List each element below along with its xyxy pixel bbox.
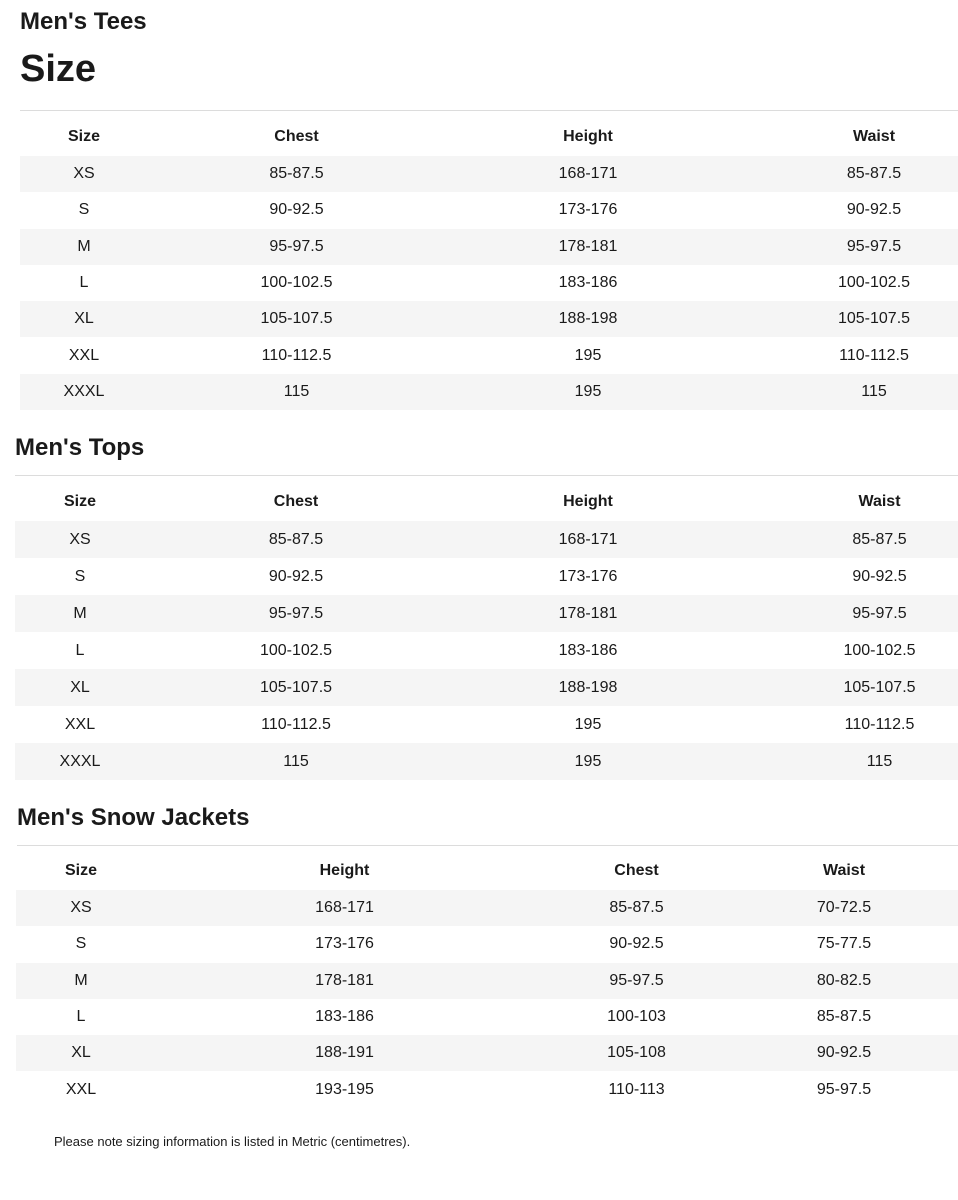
measurement-cell: 105-107.5 bbox=[145, 669, 447, 706]
measurement-cell: 70-72.5 bbox=[730, 890, 958, 926]
size-label-cell: XXL bbox=[64, 715, 96, 733]
jackets-title: Men's Snow Jackets bbox=[17, 804, 250, 831]
column-header: Waist bbox=[858, 493, 901, 510]
size-label-cell: XXL bbox=[65, 1080, 97, 1098]
table-row bbox=[15, 669, 958, 706]
size-label-cell: L bbox=[75, 641, 85, 659]
measurement-cell: 105-107.5 bbox=[729, 669, 958, 706]
table-row bbox=[15, 521, 958, 558]
size-label-cell: XXL bbox=[68, 346, 100, 364]
table-row bbox=[15, 632, 958, 669]
table-row bbox=[15, 595, 958, 632]
table-row bbox=[20, 337, 958, 373]
measurement-cell: 105-107.5 bbox=[148, 301, 445, 337]
measurement-cell: 110-112.5 bbox=[261, 346, 332, 364]
measurement-cell: 168-171 bbox=[447, 521, 729, 558]
size-label-cell: XXXL bbox=[20, 374, 148, 410]
table-row bbox=[20, 265, 958, 301]
measurement-cell: 178-181 bbox=[146, 963, 543, 999]
size-label-cell: XL bbox=[16, 1035, 146, 1071]
size-label-cell: M bbox=[15, 595, 145, 632]
measurement-cell: 183-186 bbox=[558, 641, 618, 659]
measurement-cell: 90-92.5 bbox=[730, 1035, 958, 1071]
table-row bbox=[16, 1035, 958, 1071]
jackets-size-table bbox=[16, 852, 958, 1108]
measurement-cell: 95-97.5 bbox=[145, 595, 447, 632]
table-row bbox=[15, 558, 958, 595]
measurement-cell: 178-181 bbox=[447, 595, 729, 632]
measurement-cell: 95-97.5 bbox=[148, 229, 445, 265]
measurement-cell: 85-87.5 bbox=[148, 156, 445, 192]
measurement-cell: 105-108 bbox=[543, 1035, 730, 1071]
column-header: Waist bbox=[822, 862, 866, 879]
measurement-cell: 95-97.5 bbox=[729, 595, 958, 632]
table-row bbox=[20, 374, 958, 410]
tees-category-title: Men's Tees bbox=[20, 8, 147, 35]
measurement-cell: 168-171 bbox=[146, 890, 543, 926]
metric-note: Please note sizing information is listed in Metric (centimetres). bbox=[54, 1134, 411, 1149]
measurement-cell: 115 bbox=[731, 374, 958, 410]
measurement-cell: 115 bbox=[145, 743, 447, 780]
measurement-cell: 90-92.5 bbox=[609, 935, 664, 953]
jackets-divider bbox=[17, 845, 958, 846]
measurement-cell: 85-87.5 bbox=[731, 156, 958, 192]
measurement-cell: 188-198 bbox=[445, 301, 731, 337]
measurement-cell: 195 bbox=[574, 346, 602, 364]
column-header: Chest bbox=[614, 862, 659, 879]
tees-size-heading: Size bbox=[20, 48, 97, 90]
measurement-cell: 183-186 bbox=[558, 274, 618, 292]
column-header: Height bbox=[563, 128, 613, 145]
measurement-cell: 75-77.5 bbox=[816, 935, 872, 953]
size-label-cell: S bbox=[75, 935, 87, 953]
column-header: Size bbox=[63, 493, 96, 510]
size-label-cell: XS bbox=[15, 521, 145, 558]
measurement-cell: 110-112.5 bbox=[844, 715, 915, 733]
table-row bbox=[20, 301, 958, 337]
measurement-cell: 85-87.5 bbox=[543, 890, 730, 926]
table-header-row bbox=[15, 483, 958, 521]
measurement-cell: 85-87.5 bbox=[729, 521, 958, 558]
column-header: Chest bbox=[274, 128, 319, 145]
size-label-cell: M bbox=[16, 963, 146, 999]
table-row bbox=[20, 156, 958, 192]
table-row bbox=[15, 743, 958, 780]
measurement-cell: 195 bbox=[445, 374, 731, 410]
table-row bbox=[16, 999, 958, 1035]
measurement-cell: 110-113 bbox=[608, 1080, 665, 1098]
table-row bbox=[20, 229, 958, 265]
column-header: Chest bbox=[273, 493, 319, 510]
size-label-cell: L bbox=[79, 274, 89, 292]
size-label-cell: M bbox=[20, 229, 148, 265]
size-label-cell: XL bbox=[15, 669, 145, 706]
column-header: Size bbox=[67, 128, 100, 145]
measurement-cell: 110-112.5 bbox=[261, 715, 331, 733]
measurement-cell: 193-195 bbox=[315, 1080, 374, 1098]
measurement-cell: 100-102.5 bbox=[837, 274, 911, 292]
measurement-cell: 90-92.5 bbox=[268, 567, 324, 585]
measurement-cell: 95-97.5 bbox=[731, 229, 958, 265]
measurement-cell: 173-176 bbox=[315, 935, 374, 953]
measurement-cell: 100-102.5 bbox=[260, 274, 333, 292]
measurement-cell: 105-107.5 bbox=[731, 301, 958, 337]
measurement-cell: 173-176 bbox=[558, 201, 618, 219]
measurement-cell: 80-82.5 bbox=[730, 963, 958, 999]
table-row bbox=[15, 706, 958, 743]
tops-title: Men's Tops bbox=[15, 434, 145, 461]
measurement-cell: 188-191 bbox=[146, 1035, 543, 1071]
size-label-cell: XL bbox=[20, 301, 148, 337]
measurement-cell: 100-102.5 bbox=[259, 641, 333, 659]
column-header: Waist bbox=[852, 128, 896, 145]
table-row bbox=[16, 963, 958, 999]
tees-divider bbox=[20, 110, 958, 111]
column-header: Height bbox=[563, 493, 613, 510]
tees-size-table bbox=[20, 118, 958, 410]
measurement-cell: 90-92.5 bbox=[852, 567, 907, 585]
size-label-cell: S bbox=[78, 201, 90, 219]
measurement-cell: 90-92.5 bbox=[269, 201, 324, 219]
table-row bbox=[16, 890, 958, 926]
table-row bbox=[20, 192, 958, 228]
measurement-cell: 90-92.5 bbox=[846, 201, 902, 219]
measurement-cell: 115 bbox=[729, 743, 958, 780]
size-label-cell: XS bbox=[20, 156, 148, 192]
table-header-row bbox=[16, 852, 958, 890]
size-label-cell: S bbox=[74, 567, 86, 585]
measurement-cell: 168-171 bbox=[445, 156, 731, 192]
measurement-cell: 195 bbox=[574, 715, 602, 733]
tops-divider bbox=[15, 475, 958, 476]
tops-size-table bbox=[15, 483, 958, 780]
measurement-cell: 178-181 bbox=[445, 229, 731, 265]
table-row bbox=[16, 926, 958, 962]
measurement-cell: 100-102.5 bbox=[843, 641, 916, 659]
size-label-cell: XXXL bbox=[15, 743, 145, 780]
table-header-row bbox=[20, 118, 958, 156]
measurement-cell: 195 bbox=[447, 743, 729, 780]
measurement-cell: 100-103 bbox=[607, 1008, 666, 1026]
table-row bbox=[16, 1071, 958, 1107]
size-label-cell: XS bbox=[16, 890, 146, 926]
measurement-cell: 188-198 bbox=[447, 669, 729, 706]
measurement-cell: 95-97.5 bbox=[816, 1080, 872, 1098]
measurement-cell: 85-87.5 bbox=[816, 1008, 872, 1026]
measurement-cell: 110-112.5 bbox=[839, 346, 909, 364]
size-label-cell: L bbox=[76, 1008, 86, 1026]
measurement-cell: 173-176 bbox=[558, 567, 618, 585]
measurement-cell: 95-97.5 bbox=[543, 963, 730, 999]
column-header: Height bbox=[319, 862, 370, 879]
measurement-cell: 115 bbox=[148, 374, 445, 410]
measurement-cell: 85-87.5 bbox=[145, 521, 447, 558]
measurement-cell: 183-186 bbox=[315, 1008, 374, 1026]
column-header: Size bbox=[64, 862, 97, 879]
